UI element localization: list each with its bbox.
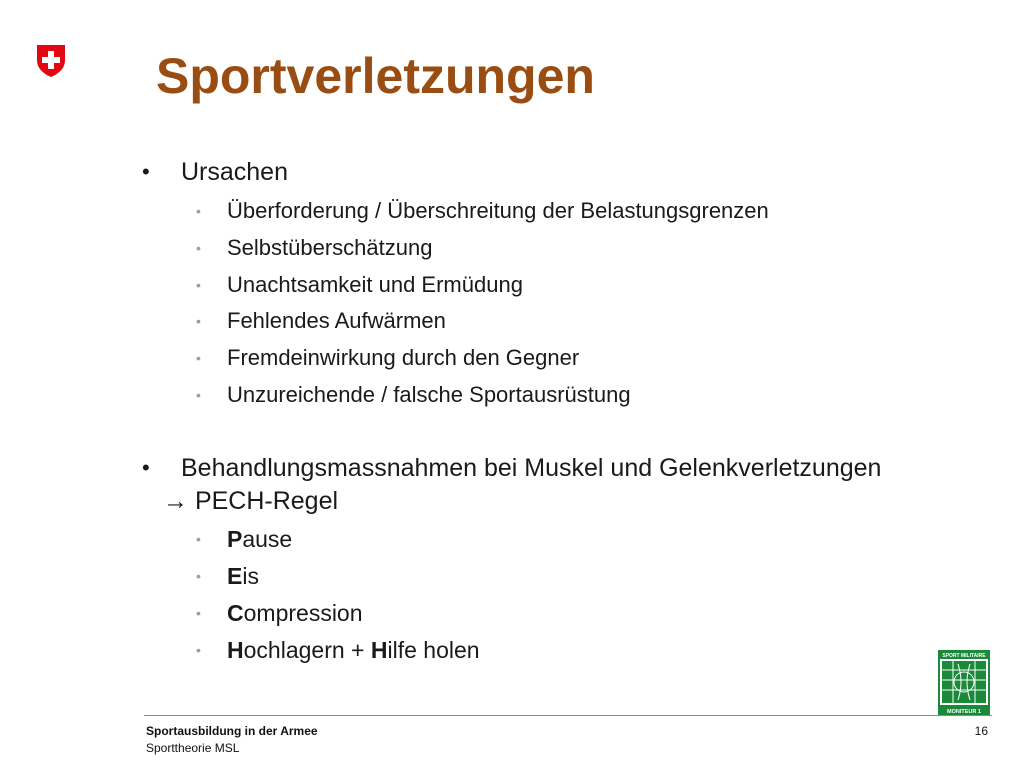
pech-item-eis (227, 561, 259, 591)
item-rest: ompression (243, 600, 363, 626)
bullet-icon: • (142, 455, 150, 480)
sub-bullet-icon: • (196, 350, 201, 366)
page-number: 16 (974, 724, 988, 738)
list-item: Unachtsamkeit und Ermüdung (227, 272, 523, 297)
sub-bullet-icon: • (196, 531, 201, 547)
pech-item-pause (227, 524, 292, 554)
sub-bullet-icon: • (196, 642, 201, 658)
item-initial: P (227, 526, 243, 552)
section-heading-treatment: Behandlungsmassnahmen bei Muskel und Gelenkverletzungen (181, 454, 882, 482)
sub-bullet-icon: • (196, 203, 201, 219)
pech-item-compression (227, 598, 363, 628)
footer-title: Sportausbildung in der Armee (146, 724, 318, 738)
list-item: Unzureichende / falsche Sportausrüstung (227, 382, 631, 407)
section-heading-rule: → PECH-Regel (163, 487, 339, 515)
item-rest: is (242, 563, 259, 589)
section-heading-causes: Ursachen (181, 158, 288, 186)
bullet-icon: • (142, 159, 150, 184)
item-rest-2: ilfe holen (387, 637, 480, 663)
footer-subtitle: Sporttheorie MSL (146, 741, 240, 755)
sub-bullet-icon: • (196, 387, 201, 403)
sport-militaire-badge (938, 650, 990, 716)
list-item: Überforderung / Überschreitung der Belastungsgrenzen (227, 198, 769, 223)
item-initial: E (227, 563, 243, 589)
item-initial: H (227, 637, 244, 663)
sub-bullet-icon: • (196, 277, 201, 293)
item-initial: C (227, 600, 244, 626)
sub-bullet-icon: • (196, 568, 201, 584)
sub-bullet-icon: • (196, 313, 201, 329)
pech-item-hochlagern (227, 635, 480, 665)
list-item: Selbstüberschätzung (227, 235, 433, 260)
slide-title: Sportverletzungen (156, 48, 595, 104)
item-initial-2: H (370, 637, 388, 663)
sub-bullet-icon: • (196, 605, 201, 621)
sport-militaire-logo-icon (938, 650, 990, 716)
item-rest: ause (242, 526, 293, 552)
sub-bullet-icon: • (196, 240, 201, 256)
badge-top-text: SPORT MILITAIRE (942, 653, 986, 659)
badge-bottom-text: MONITEUR 1 (947, 709, 981, 715)
list-item: Fehlendes Aufwärmen (227, 308, 446, 333)
footer-divider (144, 715, 992, 716)
item-rest: ochlagern + (243, 637, 371, 663)
list-item: Fremdeinwirkung durch den Gegner (227, 345, 580, 370)
swiss-coat-of-arms-icon (36, 44, 66, 78)
